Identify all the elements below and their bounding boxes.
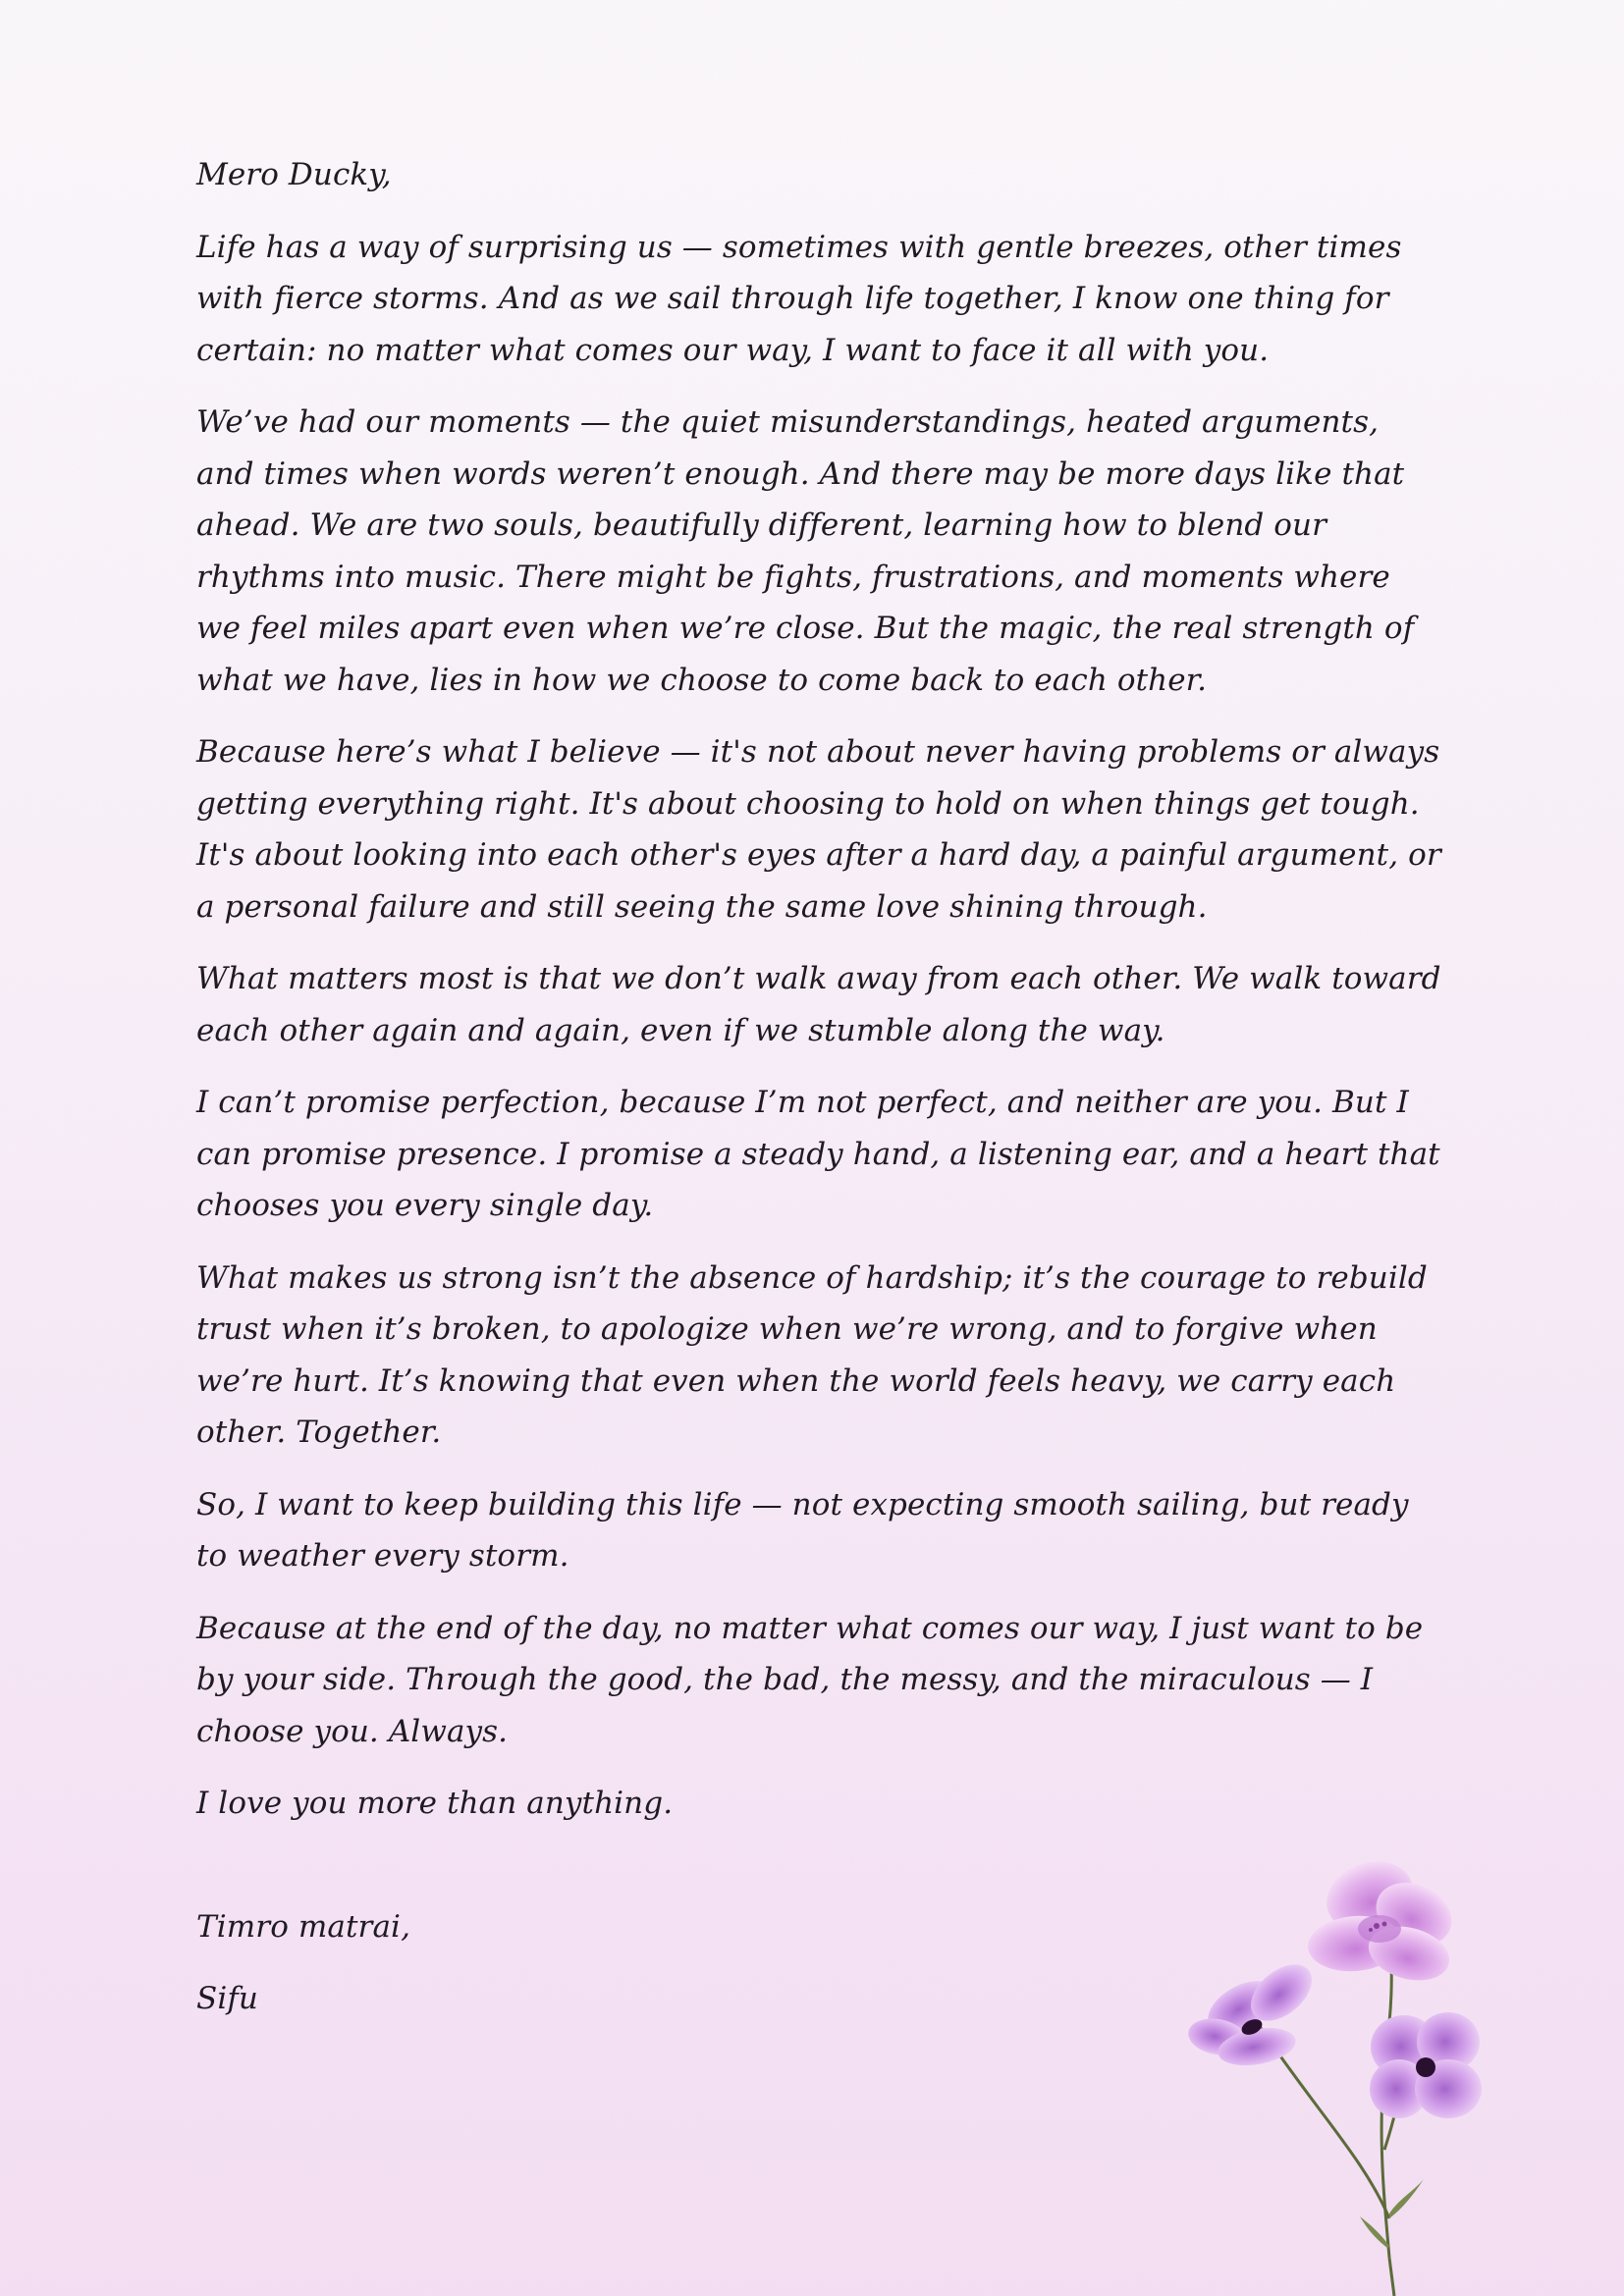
flower-top [1306,1850,1462,1989]
flower-left [1185,1953,1322,2071]
paragraph-7: So, I want to keep building this life — not expecting smooth sailing, but ready to weather every storm. [196,1486,1409,1574]
paragraph-1: Life has a way of surprising us — sometimes with gentle breezes, other times with fierce storms. And as we sail through life together, I know one thing for certain: no matter what comes our way, I want to face it all with you. [196,229,1402,368]
stem-base [1389,2258,1394,2296]
paragraph-5: I can’t promise perfection, because I’m not perfect, and neither are you. But I can promise presence. I promise a steady hand, a listening ear, and a heart that chooses you every single day. [196,1085,1440,1223]
letter-body [196,149,1443,2046]
paragraph-9: I love you more than anything. [196,1786,674,1821]
signature: Sifu [196,1981,258,2016]
paragraph-4: What matters most is that we don’t walk away from each other. We walk toward each other again and again, even if we stumble along the way. [196,961,1441,1048]
signoff: Timro matrai, [196,1908,411,1945]
paragraph-6: What makes us strong isn’t the absence of hardship; it’s the courage to rebuild trust when it’s broken, to apologize when we’re wrong, and to forgive when we’re hurt. It’s knowing that even when the world feels heavy, we carry each other. Together. [196,1259,1428,1450]
watercolor-flowers-icon [1149,1826,1502,2296]
paragraph-2: We’ve had our moments — the quiet misunderstandings, heated arguments, and times when words weren’t enough. And there may be more days like that ahead. We are two souls, beautifully different, learning how to blend our rhythms into music. There might be fights, frustrations, and moments where we feel miles apart even when we’re close. But the magic, the real strength of what we have, lies in how we choose to come back to each other. [196,404,1415,698]
salutation: Mero Ducky, [196,157,392,192]
paragraph-8: Because at the end of the day, no matter what comes our way, I just want to be by your side. Through the good, the bad, the messy, and the miraculous — I choose you. Always. [196,1610,1424,1749]
flower-right [1370,2012,1482,2118]
leaf [1389,2179,1424,2218]
paragraph-3: Because here’s what I believe — it's not about never having problems or always getting everything right. It's about choosing to hold on when things get tough. It's about looking into each other's eyes after a hard day, a painful argument, or a personal failure and still seeing the same love shining through. [196,734,1441,925]
